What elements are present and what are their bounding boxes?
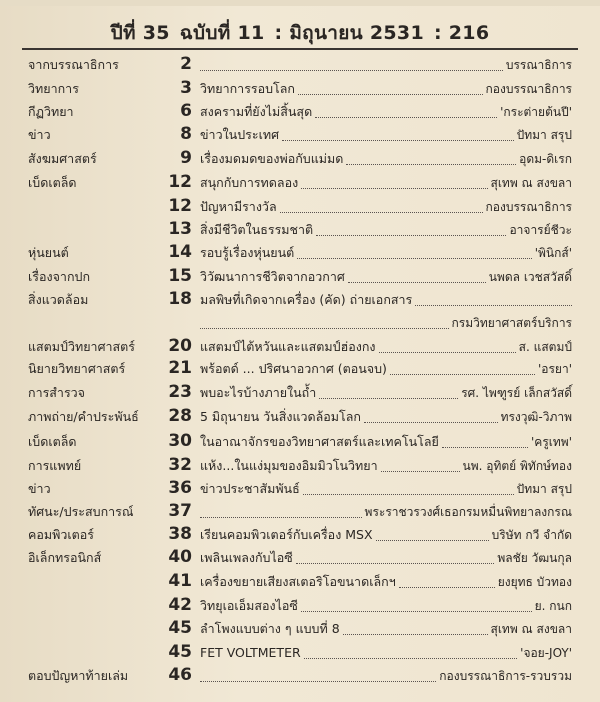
toc-title: วิวัฒนาการชีวิตจากอวกาศ: [200, 269, 345, 284]
toc-author: นพดล เวชสวัสดิ์: [488, 270, 572, 284]
toc-row: [0, 572, 600, 592]
issue-header: [0, 18, 600, 48]
toc-author: กองบรรณาธิการ-รวบรวม: [439, 669, 572, 683]
toc-page-number: 37: [168, 501, 192, 521]
toc-title: เรื่องมดมดของพ่อกับแม่มด: [200, 151, 344, 166]
toc-row: [0, 313, 600, 333]
toc-leader-dots: [346, 144, 516, 165]
toc-title: ปัญหามีรางวัล: [200, 199, 277, 214]
toc-row: [0, 173, 600, 193]
toc-leader-dots: [200, 661, 436, 682]
toc-title: ในอาณาจักรของวิทยาศาสตร์และเทคโนโลยี: [200, 434, 439, 449]
toc-category: อิเล็กทรอนิกส์: [28, 550, 102, 565]
toc-title: FET VOLTMETER: [200, 645, 301, 660]
toc-row: [0, 643, 600, 663]
toc-title: เครื่องขยายเสียงสเตอริโอขนาดเล็กฯ: [200, 574, 396, 589]
toc-page-number: 9: [180, 148, 192, 168]
toc-page-number: 41: [168, 571, 192, 591]
toc-page-number: 21: [168, 358, 192, 378]
toc-title: สงครามที่ยังไม่สิ้นสุด: [200, 104, 313, 119]
year-label: ปีที่ 35: [110, 22, 170, 44]
toc-category: นิยายวิทยาศาสตร์: [28, 361, 126, 376]
toc-leader-dots: [390, 354, 535, 375]
toc-row: [0, 619, 600, 639]
toc-page-number: 12: [168, 172, 192, 192]
toc-leader-dots: [200, 50, 503, 71]
toc-row: [0, 55, 600, 75]
toc-author: บริษัท กวี จำกัด: [491, 528, 572, 542]
toc-category: กีฏวิทยา: [28, 104, 74, 119]
page-total: : 216: [433, 22, 490, 44]
toc-category: สังฆมศาสตร์: [28, 151, 97, 166]
toc-row: [0, 102, 600, 122]
toc-author: ปัทมา สรุป: [516, 482, 572, 496]
toc-category: ภาพถ่าย/คำประพันธ์: [28, 409, 139, 424]
toc-row: [0, 383, 600, 403]
toc-leader-dots: [297, 238, 532, 259]
toc-leader-dots: [348, 262, 486, 283]
toc-author: กรมวิทยาศาสตร์บริการ: [451, 316, 572, 330]
toc-leader-dots: [319, 378, 458, 399]
toc-leader-dots: [282, 120, 514, 141]
toc-category: หุ่นยนต์: [28, 245, 69, 260]
toc-leader-dots: [280, 192, 483, 213]
toc-page-number: 45: [168, 618, 192, 638]
toc-page-number: 14: [168, 242, 192, 262]
toc-leader-dots: [200, 497, 362, 518]
toc-row: [0, 432, 600, 452]
toc-author: ปัทมา สรุป: [516, 128, 572, 142]
toc-page-number: 23: [168, 382, 192, 402]
toc-author: นพ. อุทิตย์ พิทักษ์ทอง: [462, 459, 572, 473]
toc-page-number: 18: [168, 289, 192, 309]
toc-category: แสตมป์วิทยาศาสตร์: [28, 339, 135, 354]
toc-title: สิ่งมีชีวิตในธรรมชาติ: [200, 222, 314, 237]
toc-row: [0, 243, 600, 263]
toc-row: [0, 525, 600, 545]
toc-category: สิ่งแวดล้อม: [28, 292, 89, 307]
toc-author: สุเทพ ณ สงขลา: [490, 622, 572, 636]
toc-leader-dots: [364, 402, 498, 423]
toc-category: เบ็ดเตล็ด: [28, 175, 77, 190]
toc-title: ข่าวในประเทศ: [200, 127, 280, 142]
toc-author: 'จอย-JOY': [520, 646, 572, 660]
toc-author: พระราชวรวงศ์เธอกรมหมื่นพิทยาลงกรณ: [364, 505, 572, 519]
toc-page-number: 45: [168, 642, 192, 662]
toc-author: ยงยุทธ บัวทอง: [497, 575, 572, 589]
toc-leader-dots: [298, 74, 483, 95]
toc-title: 5 มิถุนายน วันสิ่งแวดล้อมโลก: [200, 409, 361, 424]
toc-title: ข่าวประชาสัมพันธ์: [200, 481, 300, 496]
toc-row: [0, 479, 600, 499]
toc-category: การสำรวจ: [28, 385, 86, 400]
toc-page-number: 28: [168, 406, 192, 426]
toc-row: [0, 197, 600, 217]
toc-leader-dots: [399, 567, 495, 588]
toc-leader-dots: [376, 520, 489, 541]
toc-row: [0, 456, 600, 476]
toc-page-number: 36: [168, 478, 192, 498]
toc-page-number: 13: [168, 219, 192, 239]
toc-row: [0, 548, 600, 568]
toc-row: [0, 596, 600, 616]
toc-title: แสตมป์ไต้หวันและแสตมป์ฮ่องกง: [200, 339, 376, 354]
toc-row: [0, 149, 600, 169]
toc-title: วิทยาการรอบโลก: [200, 81, 296, 96]
toc-title: พบอะไรบ้างภายในถ้ำ: [200, 385, 317, 400]
toc-title: สนุกกับการทดลอง: [200, 175, 299, 190]
toc-leader-dots: [343, 614, 488, 635]
toc-page-number: 2: [180, 54, 192, 74]
toc-row: [0, 290, 600, 310]
toc-author: ทรงวุฒิ-วิภาพ: [500, 410, 572, 424]
toc-page-number: 12: [168, 196, 192, 216]
toc-row: [0, 666, 600, 686]
toc-row: [0, 502, 600, 522]
toc-leader-dots: [379, 332, 516, 353]
toc-page-number: 30: [168, 431, 192, 451]
toc-row: [0, 407, 600, 427]
toc-leader-dots: [200, 308, 449, 329]
toc-category: ทัศนะ/ประสบการณ์: [28, 504, 134, 519]
toc-row: [0, 359, 600, 379]
toc-title: พร้อตด์ ... ปริศนาอวกาศ (ตอนจบ): [200, 361, 387, 376]
toc-page-number: 3: [180, 78, 192, 98]
toc-page-number: 15: [168, 266, 192, 286]
toc-author: กองบรรณาธิการ: [485, 200, 572, 214]
toc-leader-dots: [315, 97, 497, 118]
toc-author: รศ. ไพฑูรย์ เล็กสวัสดิ์: [461, 386, 572, 400]
toc-page-number: 20: [168, 336, 192, 356]
toc-author: 'อรยา': [537, 362, 572, 376]
toc-title: แห้ง...ในแง่มุมของอิมมิวโนวิทยา: [200, 458, 378, 473]
toc-title: เรียนคอมพิวเตอร์กับเครื่อง MSX: [200, 527, 373, 542]
toc-category: เบ็ดเตล็ด: [28, 434, 77, 449]
toc-author: อุดม-ดิเรก: [519, 152, 572, 166]
toc-title: รอบรู้เรื่องหุ่นยนต์: [200, 245, 295, 260]
toc-page-number: 6: [180, 101, 192, 121]
toc-category: เรื่องจากปก: [28, 269, 91, 284]
toc-title: เพลินเพลงกับไอซี: [200, 550, 293, 565]
toc-category: ข่าว: [28, 481, 51, 496]
toc-category: การแพทย์: [28, 458, 82, 473]
toc-title: วิทยุเอเอ็มสองไอซี: [200, 598, 298, 613]
toc-leader-dots: [303, 474, 514, 495]
toc-author: บรรณาธิการ: [505, 58, 572, 72]
toc-leader-dots: [415, 285, 572, 306]
toc-row: [0, 220, 600, 240]
toc-title: ลำโพงแบบต่าง ๆ แบบที่ 8: [200, 621, 340, 636]
toc-leader-dots: [442, 427, 528, 448]
toc-author: ส. แสตมป์: [518, 340, 572, 354]
toc-author: 'พินิกส์': [534, 246, 572, 260]
toc-title: มลพิษที่เกิดจากเครื่อง (คัด) ถ่ายเอกสาร: [200, 292, 413, 307]
toc-author: ย. กนก: [534, 599, 572, 613]
toc-page-number: 40: [168, 547, 192, 567]
issue-label: ฉบับที่ 11: [179, 22, 265, 44]
toc-row: [0, 267, 600, 287]
toc-category: จากบรรณาธิการ: [28, 57, 119, 72]
toc-page-number: 8: [180, 124, 192, 144]
toc-leader-dots: [296, 543, 494, 564]
toc-author: 'ครูเทพ': [531, 435, 572, 449]
toc-author: พลชัย วัฒนกุล: [497, 551, 572, 565]
toc-leader-dots: [304, 638, 517, 659]
toc-row: [0, 125, 600, 145]
toc-category: ข่าว: [28, 127, 51, 142]
toc-leader-dots: [316, 215, 506, 236]
date-label: : มิถุนายน 2531: [274, 22, 424, 44]
toc-author: อาจารย์ชีวะ: [509, 223, 572, 237]
toc-category: วิทยาการ: [28, 81, 79, 96]
toc-category: ตอบปัญหาท้ายเล่ม: [28, 668, 129, 683]
toc-leader-dots: [301, 591, 532, 612]
toc-category: คอมพิวเตอร์: [28, 527, 94, 542]
toc-leader-dots: [301, 168, 488, 189]
toc-page-number: 46: [168, 665, 192, 685]
toc-page-number: 42: [168, 595, 192, 615]
toc-leader-dots: [381, 451, 460, 472]
toc-page-number: 38: [168, 524, 192, 544]
toc-author: กองบรรณาธิการ: [485, 82, 572, 96]
toc-author: สุเทพ ณ สงขลา: [490, 176, 572, 190]
toc-page-number: 32: [168, 455, 192, 475]
toc-row: [0, 79, 600, 99]
toc-author: 'กระต่ายต้นปี': [500, 105, 572, 119]
